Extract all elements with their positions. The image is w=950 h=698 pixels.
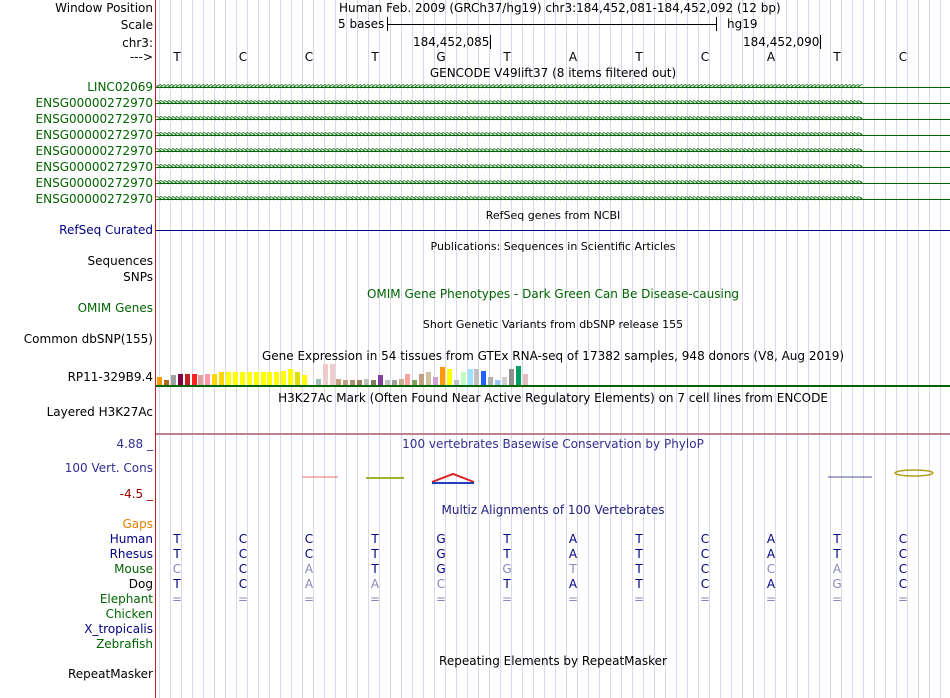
multiz-base: C <box>766 562 776 576</box>
multiz-base: C <box>304 532 314 546</box>
gtex-tissue-bar[interactable] <box>440 367 445 385</box>
multiz-base: C <box>700 577 710 591</box>
gtex-tissue-bar[interactable] <box>185 374 190 385</box>
gencode-item-feature[interactable]: >>>>>>>>>>>>>>>>>>>>>>>>>>>>>>>>>>>>>>>>>>>>>>>>>>>>>>>>>>>>>>>>>>>>>>>>>>>>>>>>>>>>>>>>>>>>>>>>>>>>>>>>>>>>>>>>>>>>>>>>>>>>>>>>>>>>>>>>>>>>>>>>>>>>>>>>>>>>>>>>>>>>>>>>>>>>>>>>>>>> <box>156 147 950 156</box>
gencode-track-title[interactable]: GENCODE V49lift37 (8 items filtered out) <box>429 66 677 80</box>
gtex-tissue-bar[interactable] <box>267 372 272 385</box>
phylop-mark <box>895 470 933 476</box>
gtex-tissue-bar[interactable] <box>198 375 203 385</box>
multiz-base: C <box>172 562 182 576</box>
multiz-species-label[interactable]: Human <box>109 532 153 546</box>
repeatmasker-label[interactable]: RepeatMasker <box>67 667 153 681</box>
gtex-baseline <box>156 385 950 387</box>
multiz-base: = <box>171 592 183 606</box>
multiz-base: T <box>371 562 379 576</box>
multiz-species-label[interactable]: X_tropicalis <box>84 622 153 636</box>
sequence-base: T <box>635 50 643 64</box>
gencode-item-label[interactable]: ENSG00000272970 <box>35 112 153 126</box>
gencode-item-label[interactable]: ENSG00000272970 <box>35 176 153 190</box>
multiz-species-label[interactable]: Chicken <box>105 607 153 621</box>
multiz-base: C <box>304 547 314 561</box>
gencode-item-label[interactable]: ENSG00000272970 <box>35 96 153 110</box>
phylop-max: 4.88 _ <box>116 437 153 451</box>
multiz-base: C <box>700 562 710 576</box>
multiz-base: A <box>766 547 776 561</box>
multiz-base: T <box>635 562 643 576</box>
multiz-base: = <box>831 592 843 606</box>
multiz-species-label[interactable]: Mouse <box>114 562 153 576</box>
multiz-base: G <box>436 562 446 576</box>
gtex-tissue-bar[interactable] <box>405 374 410 385</box>
gtex-tissue-bar[interactable] <box>481 371 486 385</box>
sequence-base: A <box>766 50 776 64</box>
multiz-base: C <box>898 577 908 591</box>
gtex-tissue-bar[interactable] <box>295 372 300 385</box>
phylop-mark <box>432 474 474 482</box>
gencode-item-feature[interactable]: >>>>>>>>>>>>>>>>>>>>>>>>>>>>>>>>>>>>>>>>>>>>>>>>>>>>>>>>>>>>>>>>>>>>>>>>>>>>>>>>>>>>>>>>>>>>>>>>>>>>>>>>>>>>>>>>>>>>>>>>>>>>>>>>>>>>>>>>>>>>>>>>>>>>>>>>>>>>>>>>>>>>>>>>>>>>>>>>>>>> <box>156 179 950 188</box>
gtex-tissue-bar[interactable] <box>233 372 238 385</box>
sequence-base: T <box>173 50 181 64</box>
multiz-base: = <box>369 592 381 606</box>
multiz-species-label[interactable]: Zebrafish <box>96 637 153 651</box>
gtex-tissue-bar[interactable] <box>240 372 245 385</box>
multiz-base: C <box>238 577 248 591</box>
gtex-track-title[interactable]: Gene Expression in 54 tissues from GTEx RNA-seq of 17382 samples, 948 donors (V8, Aug 2019) <box>261 349 845 363</box>
multiz-base: T <box>173 532 181 546</box>
multiz-base: T <box>503 532 511 546</box>
multiz-base: T <box>569 562 577 576</box>
phylop-track-title[interactable]: 100 vertebrates Basewise Conservation by PhyloP <box>402 437 704 451</box>
multiz-base: T <box>833 532 841 546</box>
multiz-base: A <box>766 577 776 591</box>
window-position-value: Human Feb. 2009 (GRCh37/hg19) chr3:184,452,081-184,452,092 (12 bp) <box>339 1 781 15</box>
gtex-tissue-bar[interactable] <box>219 372 224 385</box>
gencode-item-feature[interactable]: >>>>>>>>>>>>>>>>>>>>>>>>>>>>>>>>>>>>>>>>>>>>>>>>>>>>>>>>>>>>>>>>>>>>>>>>>>>>>>>>>>>>>>>>>>>>>>>>>>>>>>>>>>>>>>>>>>>>>>>>>>>>>>>>>>>>>>>>>>>>>>>>>>>>>>>>>>>>>>>>>>>>>>>>>>>>>>>>>>>> <box>156 131 950 140</box>
gencode-item-feature[interactable]: >>>>>>>>>>>>>>>>>>>>>>>>>>>>>>>>>>>>>>>>>>>>>>>>>>>>>>>>>>>>>>>>>>>>>>>>>>>>>>>>>>>>>>>>>>>>>>>>>>>>>>>>>>>>>>>>>>>>>>>>>>>>>>>>>>>>>>>>>>>>>>>>>>>>>>>>>>>>>>>>>>>>>>>>>>>>>>>>>>>> <box>156 163 950 172</box>
gencode-item-feature[interactable]: <<<<<<<<<<<<<<<<<<<<<<<<<<<<<<<<<<<<<<<<<<<<<<<<<<<<<<<<<<<<<<<<<<<<<<<<<<<<<<<<<<<<<<<<<<<<<<<<<<<<<<<<<<<<<<<<<<<<<<<<<<<<<<<<<<<<<<<<<<<<<<<<<<<<<<<<<<<<<<<<<<<<<<<<<<<<<<<<<<<< <box>156 83 950 92</box>
gtex-tissue-bar[interactable] <box>205 374 210 385</box>
multiz-base: C <box>436 577 446 591</box>
gencode-item-label[interactable]: ENSG00000272970 <box>35 128 153 142</box>
phylop-graph[interactable] <box>156 468 950 488</box>
gencode-item-label[interactable]: ENSG00000272970 <box>35 160 153 174</box>
gtex-tissue-bar[interactable] <box>330 364 335 385</box>
multiz-species-label[interactable]: Dog <box>128 577 153 591</box>
h3k27ac-baseline <box>156 433 950 435</box>
omim-label[interactable]: OMIM Genes <box>77 301 153 315</box>
multiz-base: A <box>304 562 314 576</box>
strand-label: ---> <box>129 50 153 64</box>
coord-tick-2: 184,452,090 <box>743 35 820 49</box>
multiz-base: G <box>502 562 512 576</box>
dbsnp-track-title[interactable]: Short Genetic Variants from dbSNP release 155 <box>422 318 684 331</box>
gencode-item-label[interactable]: ENSG00000272970 <box>35 192 153 206</box>
scale-label: Scale <box>120 18 153 32</box>
chrom-label: chr3: <box>122 36 153 50</box>
coord-tick-1: 184,452,085 <box>413 35 490 49</box>
multiz-base: = <box>699 592 711 606</box>
gtex-tissue-bar[interactable] <box>426 372 431 385</box>
gtex-tissue-bar[interactable] <box>302 375 307 385</box>
gtex-tissue-bar[interactable] <box>474 369 479 385</box>
gtex-tissue-bar[interactable] <box>212 374 217 385</box>
sequences-label[interactable]: Sequences <box>87 254 153 268</box>
gtex-tissue-bar[interactable] <box>274 372 279 385</box>
multiz-base: A <box>370 577 380 591</box>
sequence-base: C <box>700 50 710 64</box>
gtex-tissue-bar[interactable] <box>468 369 473 385</box>
repeatmasker-track-title[interactable]: Repeating Elements by RepeatMasker <box>439 654 667 668</box>
sequence-base: C <box>304 50 314 64</box>
snps-label[interactable]: SNPs <box>123 270 153 284</box>
window-position-label: Window Position <box>55 1 153 15</box>
multiz-base: = <box>633 592 645 606</box>
gtex-tissue-bar[interactable] <box>171 375 176 385</box>
multiz-base: T <box>173 547 181 561</box>
sequence-base: T <box>371 50 379 64</box>
gtex-tissue-bar[interactable] <box>192 374 197 385</box>
gtex-tissue-bar[interactable] <box>288 369 293 385</box>
gtex-label[interactable]: RP11-329B9.4 <box>67 370 153 384</box>
multiz-base: C <box>898 532 908 546</box>
gtex-tissue-bar[interactable] <box>523 374 528 385</box>
gtex-tissue-bar[interactable] <box>509 369 514 385</box>
omim-track-title[interactable]: OMIM Gene Phenotypes - Dark Green Can Be Disease-causing <box>366 287 740 301</box>
multiz-track-title[interactable]: Multiz Alignments of 100 Vertebrates <box>441 503 665 517</box>
multiz-base: C <box>898 547 908 561</box>
multiz-base: A <box>832 562 842 576</box>
scale-assembly: hg19 <box>727 17 758 31</box>
h3k27ac-label[interactable]: Layered H3K27Ac <box>46 405 153 419</box>
multiz-base: = <box>567 592 579 606</box>
multiz-base: T <box>503 547 511 561</box>
refseq-track-title[interactable]: RefSeq genes from NCBI <box>485 209 621 222</box>
sequence-base: G <box>436 50 446 64</box>
gtex-tissue-bar[interactable] <box>323 364 328 385</box>
gtex-tissue-bar[interactable] <box>502 377 507 385</box>
multiz-base: G <box>436 532 446 546</box>
gtex-tissue-bar[interactable] <box>488 377 493 385</box>
publications-track-title[interactable]: Publications: Sequences in Scientific Articles <box>430 240 676 253</box>
multiz-base: C <box>238 562 248 576</box>
sequence-base: C <box>898 50 908 64</box>
multiz-base: T <box>635 577 643 591</box>
multiz-base: C <box>700 547 710 561</box>
multiz-base: G <box>832 577 842 591</box>
gtex-tissue-bar[interactable] <box>226 372 231 385</box>
gencode-item-label[interactable]: LINC02069 <box>87 80 153 94</box>
multiz-base: T <box>371 547 379 561</box>
multiz-base: T <box>371 532 379 546</box>
multiz-base: A <box>568 532 578 546</box>
sequence-base: T <box>833 50 841 64</box>
multiz-base: T <box>173 577 181 591</box>
gtex-tissue-bar[interactable] <box>461 372 466 385</box>
phylop-label[interactable]: 100 Vert. Cons <box>64 461 153 475</box>
multiz-base: A <box>568 547 578 561</box>
dbsnp-label[interactable]: Common dbSNP(155) <box>23 332 153 346</box>
gtex-tissue-bar[interactable] <box>447 369 452 385</box>
multiz-base: = <box>897 592 909 606</box>
multiz-base: C <box>238 547 248 561</box>
multiz-base: A <box>304 577 314 591</box>
gtex-tissue-bar[interactable] <box>261 372 266 385</box>
gencode-item-feature[interactable]: >>>>>>>>>>>>>>>>>>>>>>>>>>>>>>>>>>>>>>>>>>>>>>>>>>>>>>>>>>>>>>>>>>>>>>>>>>>>>>>>>>>>>>>>>>>>>>>>>>>>>>>>>>>>>>>>>>>>>>>>>>>>>>>>>>>>>>>>>>>>>>>>>>>>>>>>>>>>>>>>>>>>>>>>>>>>>>>>>>>> <box>156 195 950 204</box>
gtex-tissue-bar[interactable] <box>516 366 521 385</box>
scale-bar <box>387 17 717 31</box>
sequence-base: C <box>238 50 248 64</box>
sequence-base: T <box>503 50 511 64</box>
gtex-tissue-bar[interactable] <box>157 377 162 385</box>
gtex-tissue-bar[interactable] <box>433 377 438 385</box>
sequence-base: A <box>568 50 578 64</box>
scale-value: 5 bases <box>338 17 385 31</box>
gaps-label[interactable]: Gaps <box>122 517 153 531</box>
gencode-item-feature[interactable]: >>>>>>>>>>>>>>>>>>>>>>>>>>>>>>>>>>>>>>>>>>>>>>>>>>>>>>>>>>>>>>>>>>>>>>>>>>>>>>>>>>>>>>>>>>>>>>>>>>>>>>>>>>>>>>>>>>>>>>>>>>>>>>>>>>>>>>>>>>>>>>>>>>>>>>>>>>>>>>>>>>>>>>>>>>>>>>>>>>>> <box>156 99 950 108</box>
phylop-min: -4.5 _ <box>119 487 153 501</box>
gtex-tissue-bar[interactable] <box>178 374 183 385</box>
gtex-tissue-bar[interactable] <box>247 372 252 385</box>
gtex-bar-chart[interactable] <box>157 364 537 385</box>
multiz-base: T <box>833 547 841 561</box>
gtex-tissue-bar[interactable] <box>378 375 383 385</box>
multiz-base: T <box>635 547 643 561</box>
multiz-base: G <box>436 547 446 561</box>
multiz-base: T <box>503 577 511 591</box>
gencode-item-label[interactable]: ENSG00000272970 <box>35 144 153 158</box>
multiz-base: C <box>898 562 908 576</box>
multiz-base: A <box>568 577 578 591</box>
multiz-base: T <box>635 532 643 546</box>
multiz-species-label[interactable]: Rhesus <box>109 547 153 561</box>
gtex-tissue-bar[interactable] <box>254 372 259 385</box>
multiz-base: = <box>501 592 513 606</box>
gencode-item-feature[interactable]: >>>>>>>>>>>>>>>>>>>>>>>>>>>>>>>>>>>>>>>>>>>>>>>>>>>>>>>>>>>>>>>>>>>>>>>>>>>>>>>>>>>>>>>>>>>>>>>>>>>>>>>>>>>>>>>>>>>>>>>>>>>>>>>>>>>>>>>>>>>>>>>>>>>>>>>>>>>>>>>>>>>>>>>>>>>>>>>>>>>> <box>156 115 950 124</box>
h3k27ac-track-title[interactable]: H3K27Ac Mark (Often Found Near Active Regulatory Elements) on 7 cell lines from ENCODE <box>278 391 828 405</box>
gtex-tissue-bar[interactable] <box>419 374 424 385</box>
multiz-base: = <box>435 592 447 606</box>
refseq-line <box>156 230 950 231</box>
multiz-base: C <box>238 532 248 546</box>
multiz-species-label[interactable]: Elephant <box>99 592 153 606</box>
multiz-base: C <box>700 532 710 546</box>
multiz-base: = <box>303 592 315 606</box>
multiz-base: A <box>766 532 776 546</box>
multiz-base: = <box>237 592 249 606</box>
gtex-tissue-bar[interactable] <box>281 371 286 385</box>
refseq-label[interactable]: RefSeq Curated <box>59 223 153 237</box>
multiz-base: = <box>765 592 777 606</box>
